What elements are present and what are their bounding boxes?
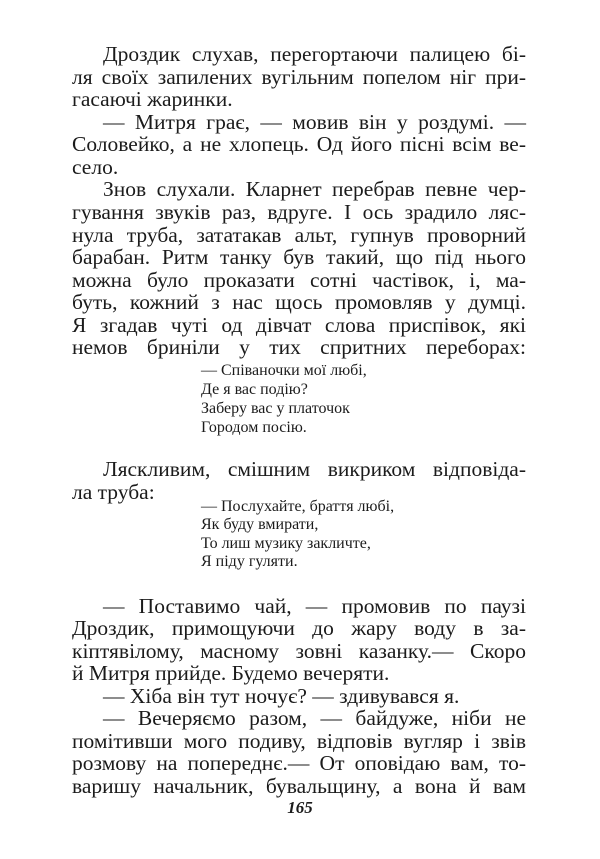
paragraph-5-line-1: — Поставимо чай, — промовив по паузі (103, 594, 526, 618)
paragraph-3-line-6: буть, кожний з нас щось промовляв у думці. (72, 290, 526, 314)
paragraph-3-line-5: можна було проказати сотні частівок, і, ма- (72, 268, 526, 292)
page-number: 165 (287, 798, 313, 817)
paragraph-3-line-1: Знов слухали. Кларнет перебрав певне чер- (103, 177, 526, 201)
paragraph-4-line-2: ла труба: (72, 480, 155, 504)
paragraph-7-line-2: помітивши мого подиву, відповів вугляр і звів (72, 729, 526, 753)
paragraph-3-line-3: нула труба, зататакав альт, гупнув проворний (72, 223, 526, 247)
verse-1-line-1: — Співаночки мої любі, (201, 362, 367, 379)
paragraph-6-line-1: — Хіба він тут ночує? — здивувався я. (103, 684, 460, 708)
paragraph-2-line-1: — Митря грає, — мовив він у роздумі. — (103, 110, 526, 134)
verse-2-line-3: То лиш музику закличте, (201, 535, 371, 552)
paragraph-7-line-1: — Вечеряємо разом, — байдуже, ніби не (103, 706, 526, 730)
paragraph-3-line-7: Я згадав чуті од дівчат слова приспівок, які (72, 313, 526, 337)
paragraph-3-line-2: гування звуків раз, вдруге. І ось зрадило ляс- (72, 200, 526, 224)
paragraph-2-line-2: Соловейко, а не хлопець. Од його пісні всім ве- (72, 132, 526, 156)
verse-2-line-1: — Послухайте, браття любі, (201, 498, 395, 515)
verse-1-line-3: Заберу вас у платочок (201, 400, 350, 417)
paragraph-4-line-1: Ляскливим, смішним викриком відповіда- (103, 457, 526, 481)
paragraph-1-line-3: гасаючі жаринки. (72, 87, 233, 111)
paragraph-7-line-3: розмову на попереднє.— От оповідаю вам, то- (72, 751, 526, 775)
paragraph-5-line-4: й Митря прийде. Будемо вечеряти. (72, 661, 390, 685)
paragraph-2-line-3: село. (72, 155, 119, 179)
paragraph-5-line-3: кіптявілому, масному зовні казанку.— Скоро (72, 639, 526, 663)
verse-2-line-4: Я піду гуляти. (201, 553, 298, 570)
paragraph-1-line-1: Дроздик слухав, перегортаючи палицею бі- (103, 42, 526, 66)
verse-1-line-2: Де я вас подію? (201, 381, 308, 398)
paragraph-7-line-4: варишу начальник, бувальщину, а вона й вам (72, 774, 526, 798)
verse-1-line-4: Городом посію. (201, 419, 307, 436)
paragraph-3-line-4: барабан. Ритм танку був такий, що під нього (72, 245, 526, 269)
paragraph-5-line-2: Дроздик, примощуючи до жару воду в за- (72, 616, 526, 640)
verse-2-line-2: Як буду вмирати, (201, 516, 319, 533)
paragraph-1-line-2: ля своїх запилених вугільним попелом ніг при- (72, 65, 526, 89)
paragraph-3-line-8: немов бриніли у тих спритних переборах: (72, 335, 526, 359)
